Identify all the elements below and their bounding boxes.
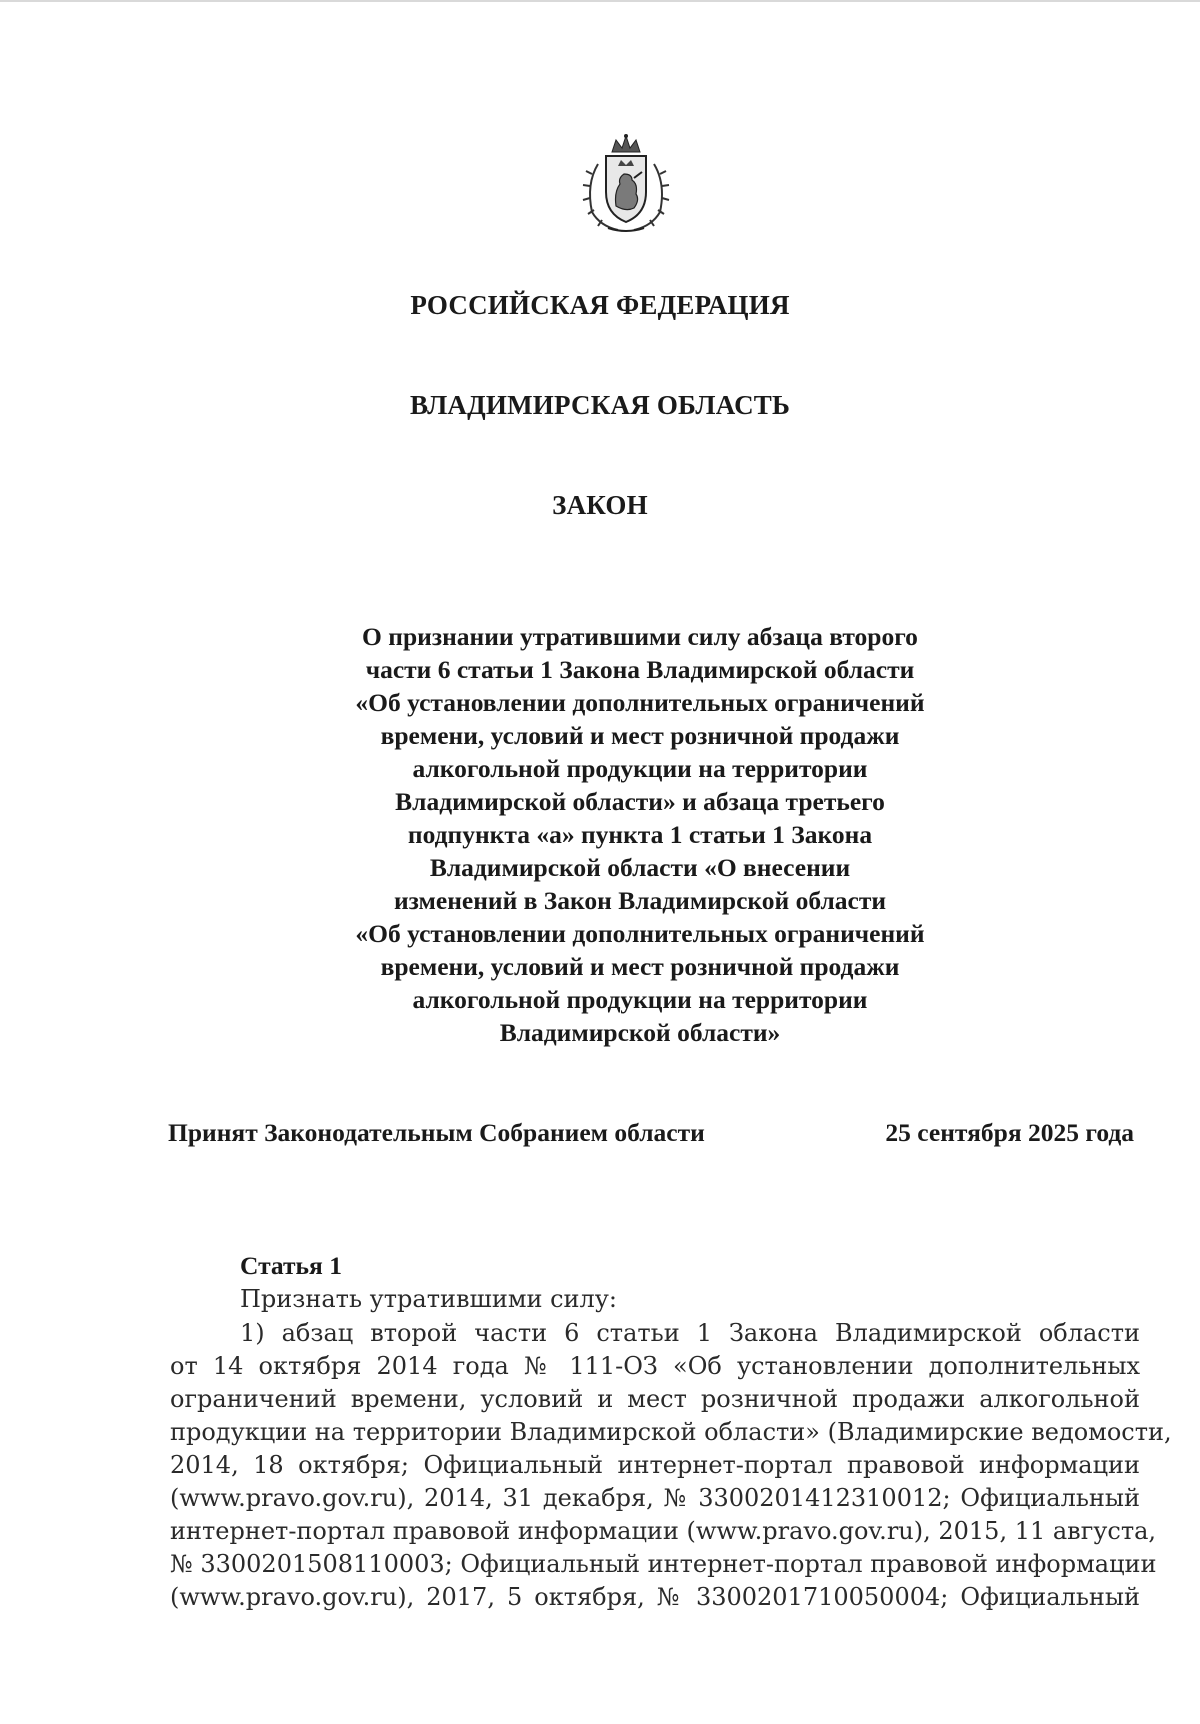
scan-edge-line — [0, 0, 1200, 2]
paragraph-line: ограничений времени, условий и мест розничной продажи алкогольной — [170, 1385, 1140, 1413]
law-title-line: алкогольной продукции на территории — [412, 985, 868, 1014]
law-title-line: Владимирской области» и абзаца третьего — [395, 787, 885, 816]
region-heading: ВЛАДИМИРСКАЯ ОБЛАСТЬ — [409, 390, 791, 420]
law-title-line: алкогольной продукции на территории — [412, 754, 868, 783]
adoption-label: Принят Законодательным Собранием области — [168, 1118, 705, 1147]
law-title-line: части 6 статьи 1 Закона Владимирской области — [365, 655, 915, 684]
paragraph-line: интернет-портал правовой информации (www.pravo.gov.ru), 2015, 11 августа, — [170, 1517, 1157, 1545]
law-title-line: времени, условий и мест розничной продажи — [380, 721, 900, 750]
paragraph-line: № 3300201508110003; Официальный интернет-портал правовой информации — [170, 1550, 1157, 1578]
law-title-line: Владимирской области «О внесении — [429, 853, 851, 882]
adoption-row — [168, 1118, 1134, 1148]
country-heading: РОССИЙСКАЯ ФЕДЕРАЦИЯ — [410, 290, 790, 320]
paragraph-line: 2014, 18 октября; Официальный интернет-портал правовой информации — [170, 1451, 1140, 1479]
law-title-line: подпункта «а» пункта 1 статьи 1 Закона — [407, 820, 873, 849]
law-title-line: О признании утратившими силу абзаца второго — [362, 622, 918, 651]
paragraph-line: 1) абзац второй части 6 статьи 1 Закона Владимирской области — [240, 1319, 1140, 1347]
law-title-line: изменений в Закон Владимирской области — [393, 886, 887, 915]
article-1-item-1 — [170, 1317, 1172, 1614]
article-1-title: Статья 1 — [240, 1251, 342, 1280]
article-1-lead: Признать утратившими силу: — [240, 1285, 618, 1313]
law-title-line: «Об установлении дополнительных ограничений — [355, 919, 925, 948]
law-title-line: времени, условий и мест розничной продажи — [380, 952, 900, 981]
paragraph-line: (www.pravo.gov.ru), 2014, 31 декабря, № 3300201412310012; Официальный — [170, 1484, 1140, 1512]
adoption-date: 25 сентября 2025 года — [885, 1118, 1134, 1147]
paragraph-line: от 14 октября 2014 года № 111-ОЗ «Об установлении дополнительных — [170, 1352, 1140, 1380]
paragraph-line: (www.pravo.gov.ru), 2017, 5 октября, № 3300201710050004; Официальный — [170, 1583, 1140, 1611]
coat-of-arms-icon — [578, 134, 674, 236]
document-type-heading: ЗАКОН — [552, 490, 648, 520]
law-title — [300, 620, 980, 1049]
paragraph-line: продукции на территории Владимирской области» (Владимирские ведомости, — [170, 1418, 1172, 1446]
law-title-line: Владимирской области» — [499, 1018, 781, 1047]
law-title-line: «Об установлении дополнительных ограничений — [355, 688, 925, 717]
